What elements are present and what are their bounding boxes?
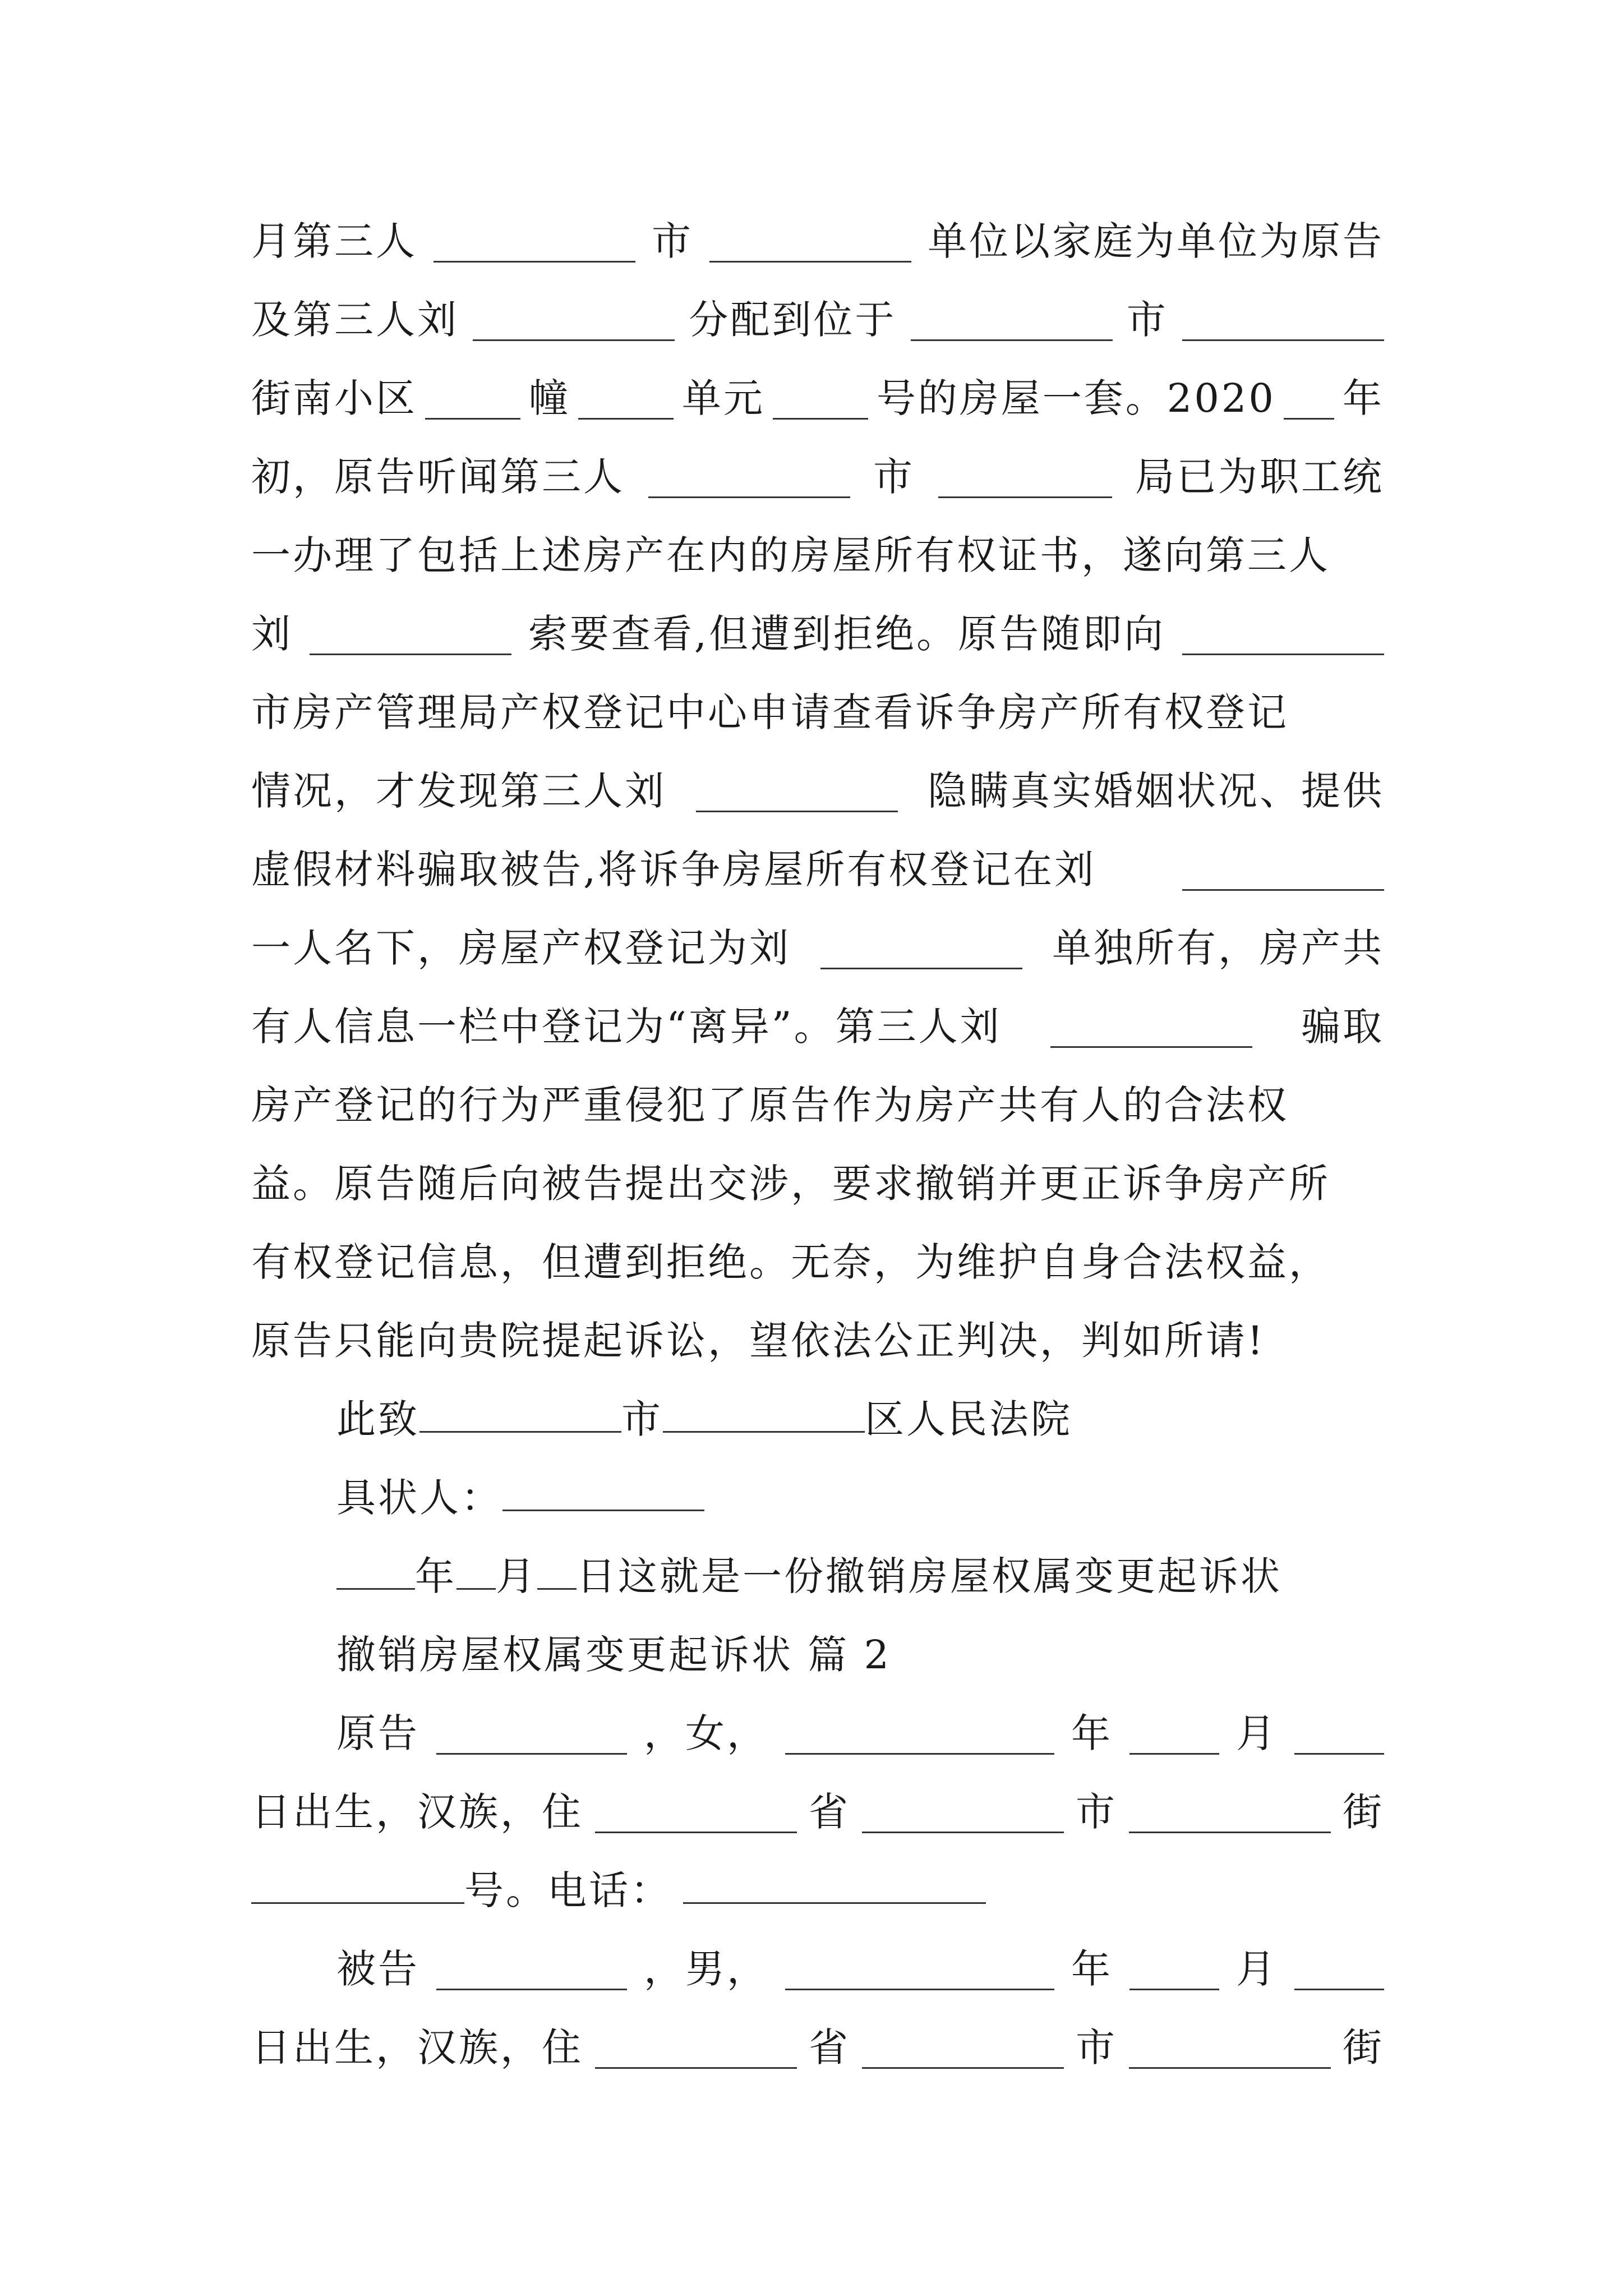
fill-blank [1129,1713,1219,1755]
fill-blank [648,456,850,498]
text-segment: 市房产管理局产权登记中心申请查看诉争房产所有权登记 [251,689,1289,735]
paragraph-line [251,600,1384,668]
paragraph-line [251,365,1384,432]
text-segment: 单独所有，房产共 [1052,925,1384,971]
text-segment: ，男， [644,1946,768,1992]
text-segment: 年 [1342,375,1384,421]
paragraph-line [251,443,1384,510]
fill-blank [1182,849,1384,891]
text-segment: 月第三人 [251,218,417,264]
fill-blank [862,1791,1064,1833]
fill-blank [595,2027,797,2069]
paragraph-line [251,522,1384,589]
paragraph-line [251,1307,1384,1374]
fill-blank [938,456,1112,498]
fill-blank [1284,378,1334,420]
text-segment: 街 [1343,1789,1384,1835]
text-segment: 被告 [336,1946,419,1992]
fill-blank [1294,1713,1384,1755]
text-segment: 有权登记信息，但遭到拒绝。无奈，为维护自身合法权益， [251,1239,1330,1285]
paragraph-line [251,1778,1384,1846]
text-segment: 街 [1343,2024,1384,2070]
closing-line [336,1386,1384,1453]
fill-blank [1182,299,1384,341]
paragraph-line [251,286,1384,353]
fill-blank [785,1713,1054,1755]
text-segment: 市 [873,454,915,500]
text-segment: 具状人： [336,1475,502,1521]
text-segment: 房产登记的行为严重侵犯了原告作为房产共有人的合法权 [251,1082,1289,1128]
text-segment: 年 [415,1553,457,1599]
fill-blank [911,299,1113,341]
fill-blank [251,1862,464,1904]
text-segment: 益。原告随后向被告提出交涉，要求撤销并更正诉争房产所 [251,1161,1330,1207]
paragraph-line [251,2014,1384,2081]
text-segment: 及第三人刘 [251,297,459,343]
text-segment: 号的房屋一套。2020 [876,375,1276,421]
text-segment: 年 [1071,1946,1113,1992]
text-segment: 日出生，汉族，住 [251,2024,583,2070]
text-segment: 原告 [336,1710,419,1756]
text-segment: 单元 [681,375,765,421]
paragraph-line [251,836,1384,903]
fill-blank [473,299,675,341]
paragraph-line [336,1700,1384,1767]
text-segment: 初，原告听闻第三人 [251,454,625,500]
fill-blank [1294,1948,1384,1990]
text-segment: 幢 [528,375,570,421]
text-segment: 省 [809,1789,850,1835]
paragraph-line [251,1228,1384,1296]
paragraph-line [251,1857,1384,1924]
fill-blank [336,1548,415,1590]
text-segment: 分配到位于 [689,297,897,343]
paragraph-line [251,679,1384,746]
text-segment: 月 [496,1553,537,1599]
text-segment: 局已为职工统 [1135,454,1384,500]
fill-blank [785,1948,1054,1990]
fill-blank [434,220,635,263]
fill-blank [820,927,1022,969]
paragraph-line [251,1071,1384,1139]
fill-blank [537,1548,577,1590]
text-segment: 原告只能向贵院提起诉讼，望依法公正判决，判如所请! [251,1318,1266,1364]
fill-blank [1129,2027,1331,2069]
fill-blank [773,378,868,420]
text-segment: 隐瞒真实婚姻状况、提供 [928,768,1384,814]
fill-blank [1129,1791,1331,1833]
text-segment: 省 [809,2024,850,2070]
fill-blank [436,1948,627,1990]
fill-blank [595,1791,797,1833]
text-segment: 月 [1236,1946,1278,1992]
fill-blank [663,1391,865,1433]
text-segment: 街南小区 [251,375,417,421]
text-segment: 骗取 [1301,1004,1384,1050]
text-segment: 市 [1076,1789,1117,1835]
text-segment: 刘 [251,611,293,657]
fill-blank [696,770,898,812]
fill-blank [709,220,911,263]
text-segment: 日出生，汉族，住 [251,1789,583,1835]
fill-blank [1050,1006,1252,1048]
text-segment: 虚假材料骗取被告,将诉争房屋所有权登记在刘 [251,846,1096,892]
fill-blank [436,1713,627,1755]
text-segment: 市 [621,1396,663,1442]
signature-line [336,1464,1384,1531]
paragraph-line [251,208,1384,275]
fill-blank [457,1548,496,1590]
paragraph-line [251,757,1384,825]
text-segment: 市 [652,218,693,264]
text-segment: 此致 [336,1396,419,1442]
text-segment: 日这就是一份撤销房屋权属变更起诉状 [577,1553,1282,1599]
text-segment: 市 [1126,297,1168,343]
paragraph-line [251,914,1384,982]
text-segment: 年 [1071,1710,1113,1756]
text-segment: 号。电话： [464,1867,672,1913]
text-segment: 撤销房屋权属变更起诉状 篇 2 [336,1632,892,1678]
text-segment: 月 [1236,1710,1278,1756]
fill-blank [683,1862,986,1904]
text-segment: 市 [1076,2024,1117,2070]
date-line [336,1543,1384,1610]
fill-blank [310,613,511,655]
text-segment: 一办理了包括上述房产在内的房屋所有权证书，遂向第三人 [251,532,1330,578]
paragraph-line [251,1150,1384,1217]
fill-blank [425,378,520,420]
text-segment: 索要查看,但遭到拒绝。原告随即向 [528,611,1166,657]
section-heading [336,1621,1384,1688]
fill-blank [419,1391,621,1433]
text-segment: 情况，才发现第三人刘 [251,768,666,814]
text-segment: 一人名下，房屋产权登记为刘 [251,925,791,971]
text-segment: 单位以家庭为单位为原告 [928,218,1384,264]
fill-blank [578,378,674,420]
text-segment: ，女， [644,1710,768,1756]
text-segment: 有人信息一栏中登记为“离异”。第三人刘 [251,1004,1002,1050]
fill-blank [502,1469,704,1511]
fill-blank [862,2027,1064,2069]
paragraph-line [336,1935,1384,2003]
fill-blank [1129,1948,1219,1990]
text-segment: 区人民法院 [865,1396,1072,1442]
fill-blank [1182,613,1384,655]
paragraph-line [251,993,1384,1060]
